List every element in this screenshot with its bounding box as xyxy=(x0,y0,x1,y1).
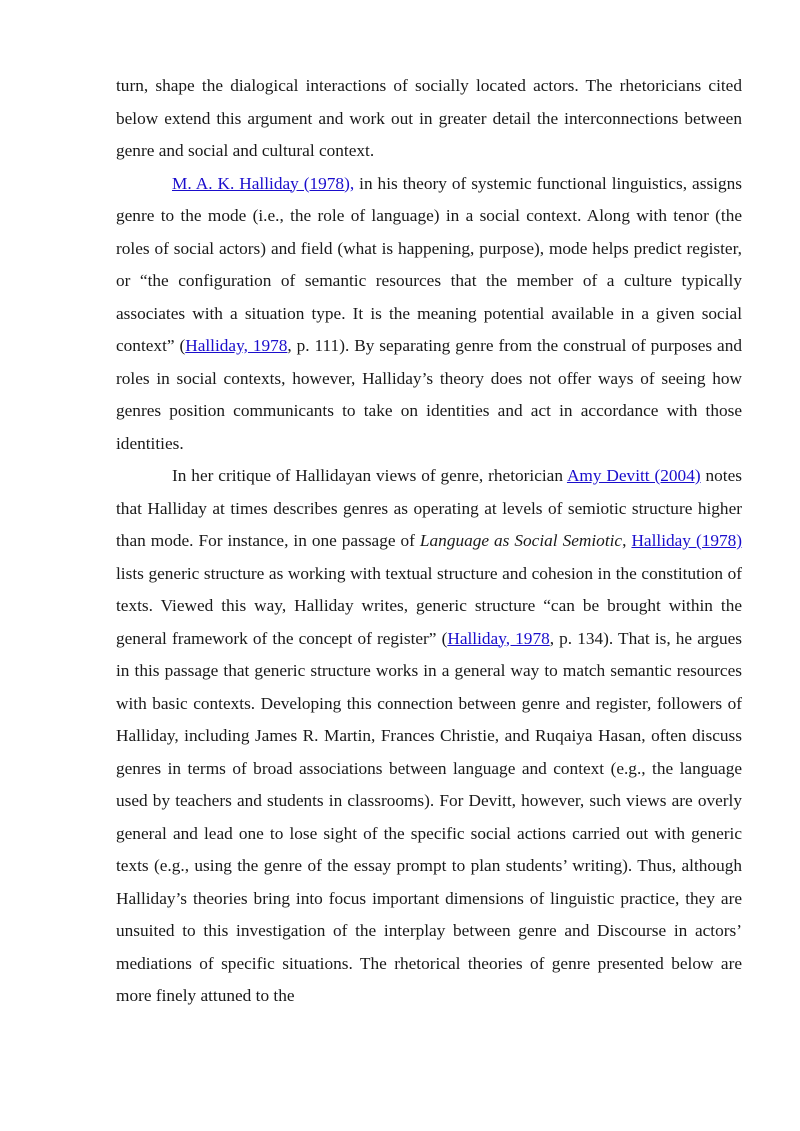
devitt-2004-link[interactable]: Amy Devitt (2004) xyxy=(566,466,701,485)
halliday-1978-citation-link[interactable]: Halliday, 1978 xyxy=(185,336,288,355)
paragraph-2-text-2: , p. 111). By separating genre from the construal of purposes and roles in social contexts, however, Halliday’s theory does not offer ways of seeing how genres position communicants to take on identities and act in accordance with those identities. xyxy=(116,336,742,453)
paragraph-1 xyxy=(116,70,742,168)
paragraph-2-text-1: in his theory of systemic functional linguistics, assigns genre to the mode (i.e., the role of language) in a social context. Along with tenor (the roles of social actors) and field (what is happening, purpose), mode helps predict register, or “the configuration of semantic resources that the member of a culture typically associates with a situation type. It is the meaning potential available in a given social context” ( xyxy=(116,173,742,355)
paragraph-1-text: turn, shape the dialogical interactions of socially located actors. The rhetoricians cited below extend this argument and work out in greater detail the interconnections between genre and social and cultural context. xyxy=(116,76,742,160)
paragraph-3-text-3: , xyxy=(622,531,632,550)
halliday-1978-link-2[interactable]: Halliday (1978) xyxy=(631,531,743,550)
paragraph-2 xyxy=(116,168,742,461)
paragraph-3-text-4: lists generic structure as working with textual structure and cohesion in the constitution of texts. Viewed this way, Halliday writes, generic structure “can be brought within the general framework of the concept of register” ( xyxy=(116,563,742,648)
document-page xyxy=(116,70,742,1013)
paragraph-3-text-5: , p. 134). That is, he argues in this passage that generic structure works in a general way to match semantic resources with basic contexts. Developing this connection between genre and register, followers of Halliday, including James R. Martin, Frances Christie, and Ruqaiya Hasan, often discuss genres in terms of broad associations between language and context (e.g., the language used by teachers and students in classrooms). For Devitt, however, such views are overly general and lead one to lose sight of the specific social actions carried out with generic texts (e.g., using the genre of the essay prompt to plan students’ writing). Thus, although Halliday’s theories bring into focus important dimensions of linguistic practice, they are unsuited to this investigation of the interplay between genre and Discourse in actors’ mediations of specific situations. The rhetorical theories of genre presented below are more finely attuned to the xyxy=(116,628,742,1005)
paragraph-3-text-2: notes that Halliday at times describes genres as operating at levels of semiotic structure higher than mode. For instance, in one passage of xyxy=(116,466,742,550)
book-title: Language as Social Semiotic xyxy=(419,531,623,550)
halliday-1978-link[interactable]: M. A. K. Halliday (1978), xyxy=(172,173,355,193)
paragraph-3-text-1: In her critique of Hallidayan views of genre, rhetorician xyxy=(172,466,567,485)
halliday-1978-citation-link-2[interactable]: Halliday, 1978 xyxy=(447,628,550,648)
paragraph-3 xyxy=(116,460,742,1013)
